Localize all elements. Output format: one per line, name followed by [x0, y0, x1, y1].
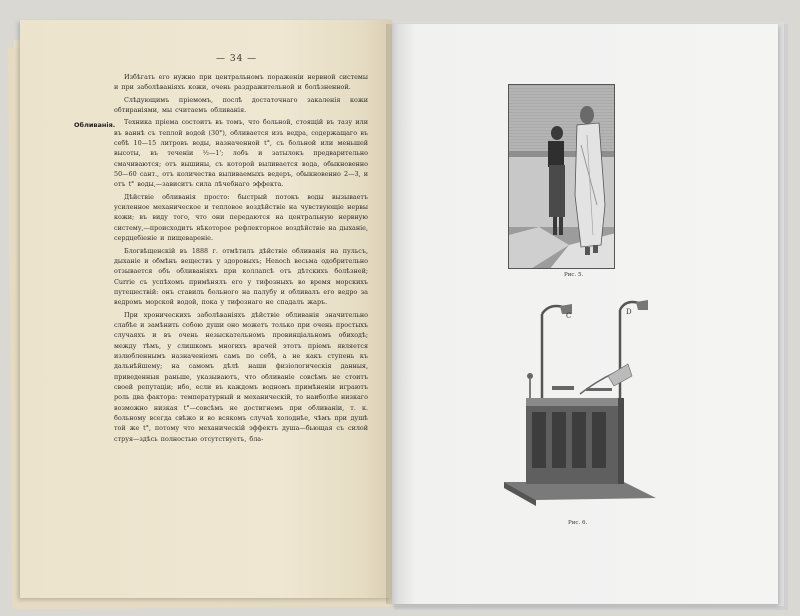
body-text: [114, 72, 368, 446]
paragraph: Избѣгать его нужно при центральномъ пораженіи нервной системы и при заболѣваніяхъ кожи, очень раздражительной и болѣзненной.: [114, 73, 368, 92]
paragraph: Техника пріема состоитъ въ томъ, что больной, стоящій въ тазу или въ ваннѣ съ теплой водой (30°), обливается изъ ведра, содержащаго въ себѣ 10—15 литровъ воды, назначенной t°, съ больной или меньшей высоты, въ теченіи ½—1'; лобъ и затылокъ предварительно смачиваются; отъ вышины, съ которой выливается вода, обыкновенно 50—60 сант., отъ количества выливаемыхъ ведеръ, обыкновенно 2—3, и отъ t° воды,—зависитъ сила лѣчебнаго эффекта.: [114, 118, 368, 189]
paragraph: Дѣйствіе обливанія просто: быстрый потокъ воды вызываетъ усиленное механическое и тепловое воздѣйствіе на чувствующіе нервы кожи; въ виду того, что они передаются на центральную нервную систему,—происходитъ нѣкоторое рефлекторное воздѣйствіе на дыханіе, сердцебіеніе и пищевареніе.: [114, 192, 368, 243]
figure-6-caption: Рис. 6.: [568, 520, 588, 526]
page-number: — 34 —: [216, 54, 258, 64]
bath-scene-engraving: [509, 85, 615, 269]
douche-apparatus-engraving: [496, 294, 666, 518]
figure-6-illustration: [496, 294, 666, 518]
figure-5-caption: Рис. 5.: [564, 272, 584, 278]
paragraph: Блогвѣщенскій въ 1888 г. отмѣтилъ дѣйствіе обливанія на пульсъ, дыханіе и обмѣнъ веществъ у здоровыхъ; Henoch весьма одобрительно отзывается объ обливаніяхъ при коллапсѣ отъ дѣтскихъ болѣзней; Currie съ успѣхомъ примѣнялъ его у тифозныхъ во время морскихъ путешествій: онъ ставилъ больного на палубу и обливалъ его ведро за ведромъ морской водой, пока у тифознаго не спадалъ жаръ.: [114, 246, 368, 307]
label-c: C: [566, 312, 572, 320]
paragraph: При хроническихъ заболѣваніяхъ дѣйствіе обливанія значительно слабѣе и замѣнить собою души оно можетъ только при очень простыхъ случаяхъ и въ очень незыскательномъ провинціальномъ обиходѣ; между тѣмъ, у слишкомъ многихъ врачей этотъ пріемъ является излюбленнымъ назначеніемъ самъ по себѣ, а не какъ ступень къ дальнѣйшему; на самомъ дѣлѣ наши физіологическія данныя, приведенныя раньше, указываютъ, что обливаніе совсѣмъ не стоитъ своей репутаціи; ибо, если въ каждомъ водномъ примѣненіи играютъ роль два фактора: температурный и механическій, то наиболѣе низкаго возможно низкая t°—совсѣмъ не достигнемъ при обливаніи, т. к. больному всегда свѣжо и во всякомъ случаѣ холоднѣе, чѣмъ при душѣ той же t°, потому что механическій эффектъ душа—бьющая съ силой струя—здѣсь полностью отсутствуетъ, бла-: [114, 310, 368, 443]
label-d: D: [626, 308, 632, 316]
book-gutter: [386, 24, 398, 604]
figure-5-illustration: [508, 84, 615, 269]
margin-note: Обливанія.: [74, 121, 116, 129]
paragraph: Слѣдующимъ пріемомъ, послѣ достаточнаго закаленія кожи обтираніями, мы считаемъ обливанія.: [114, 95, 368, 115]
